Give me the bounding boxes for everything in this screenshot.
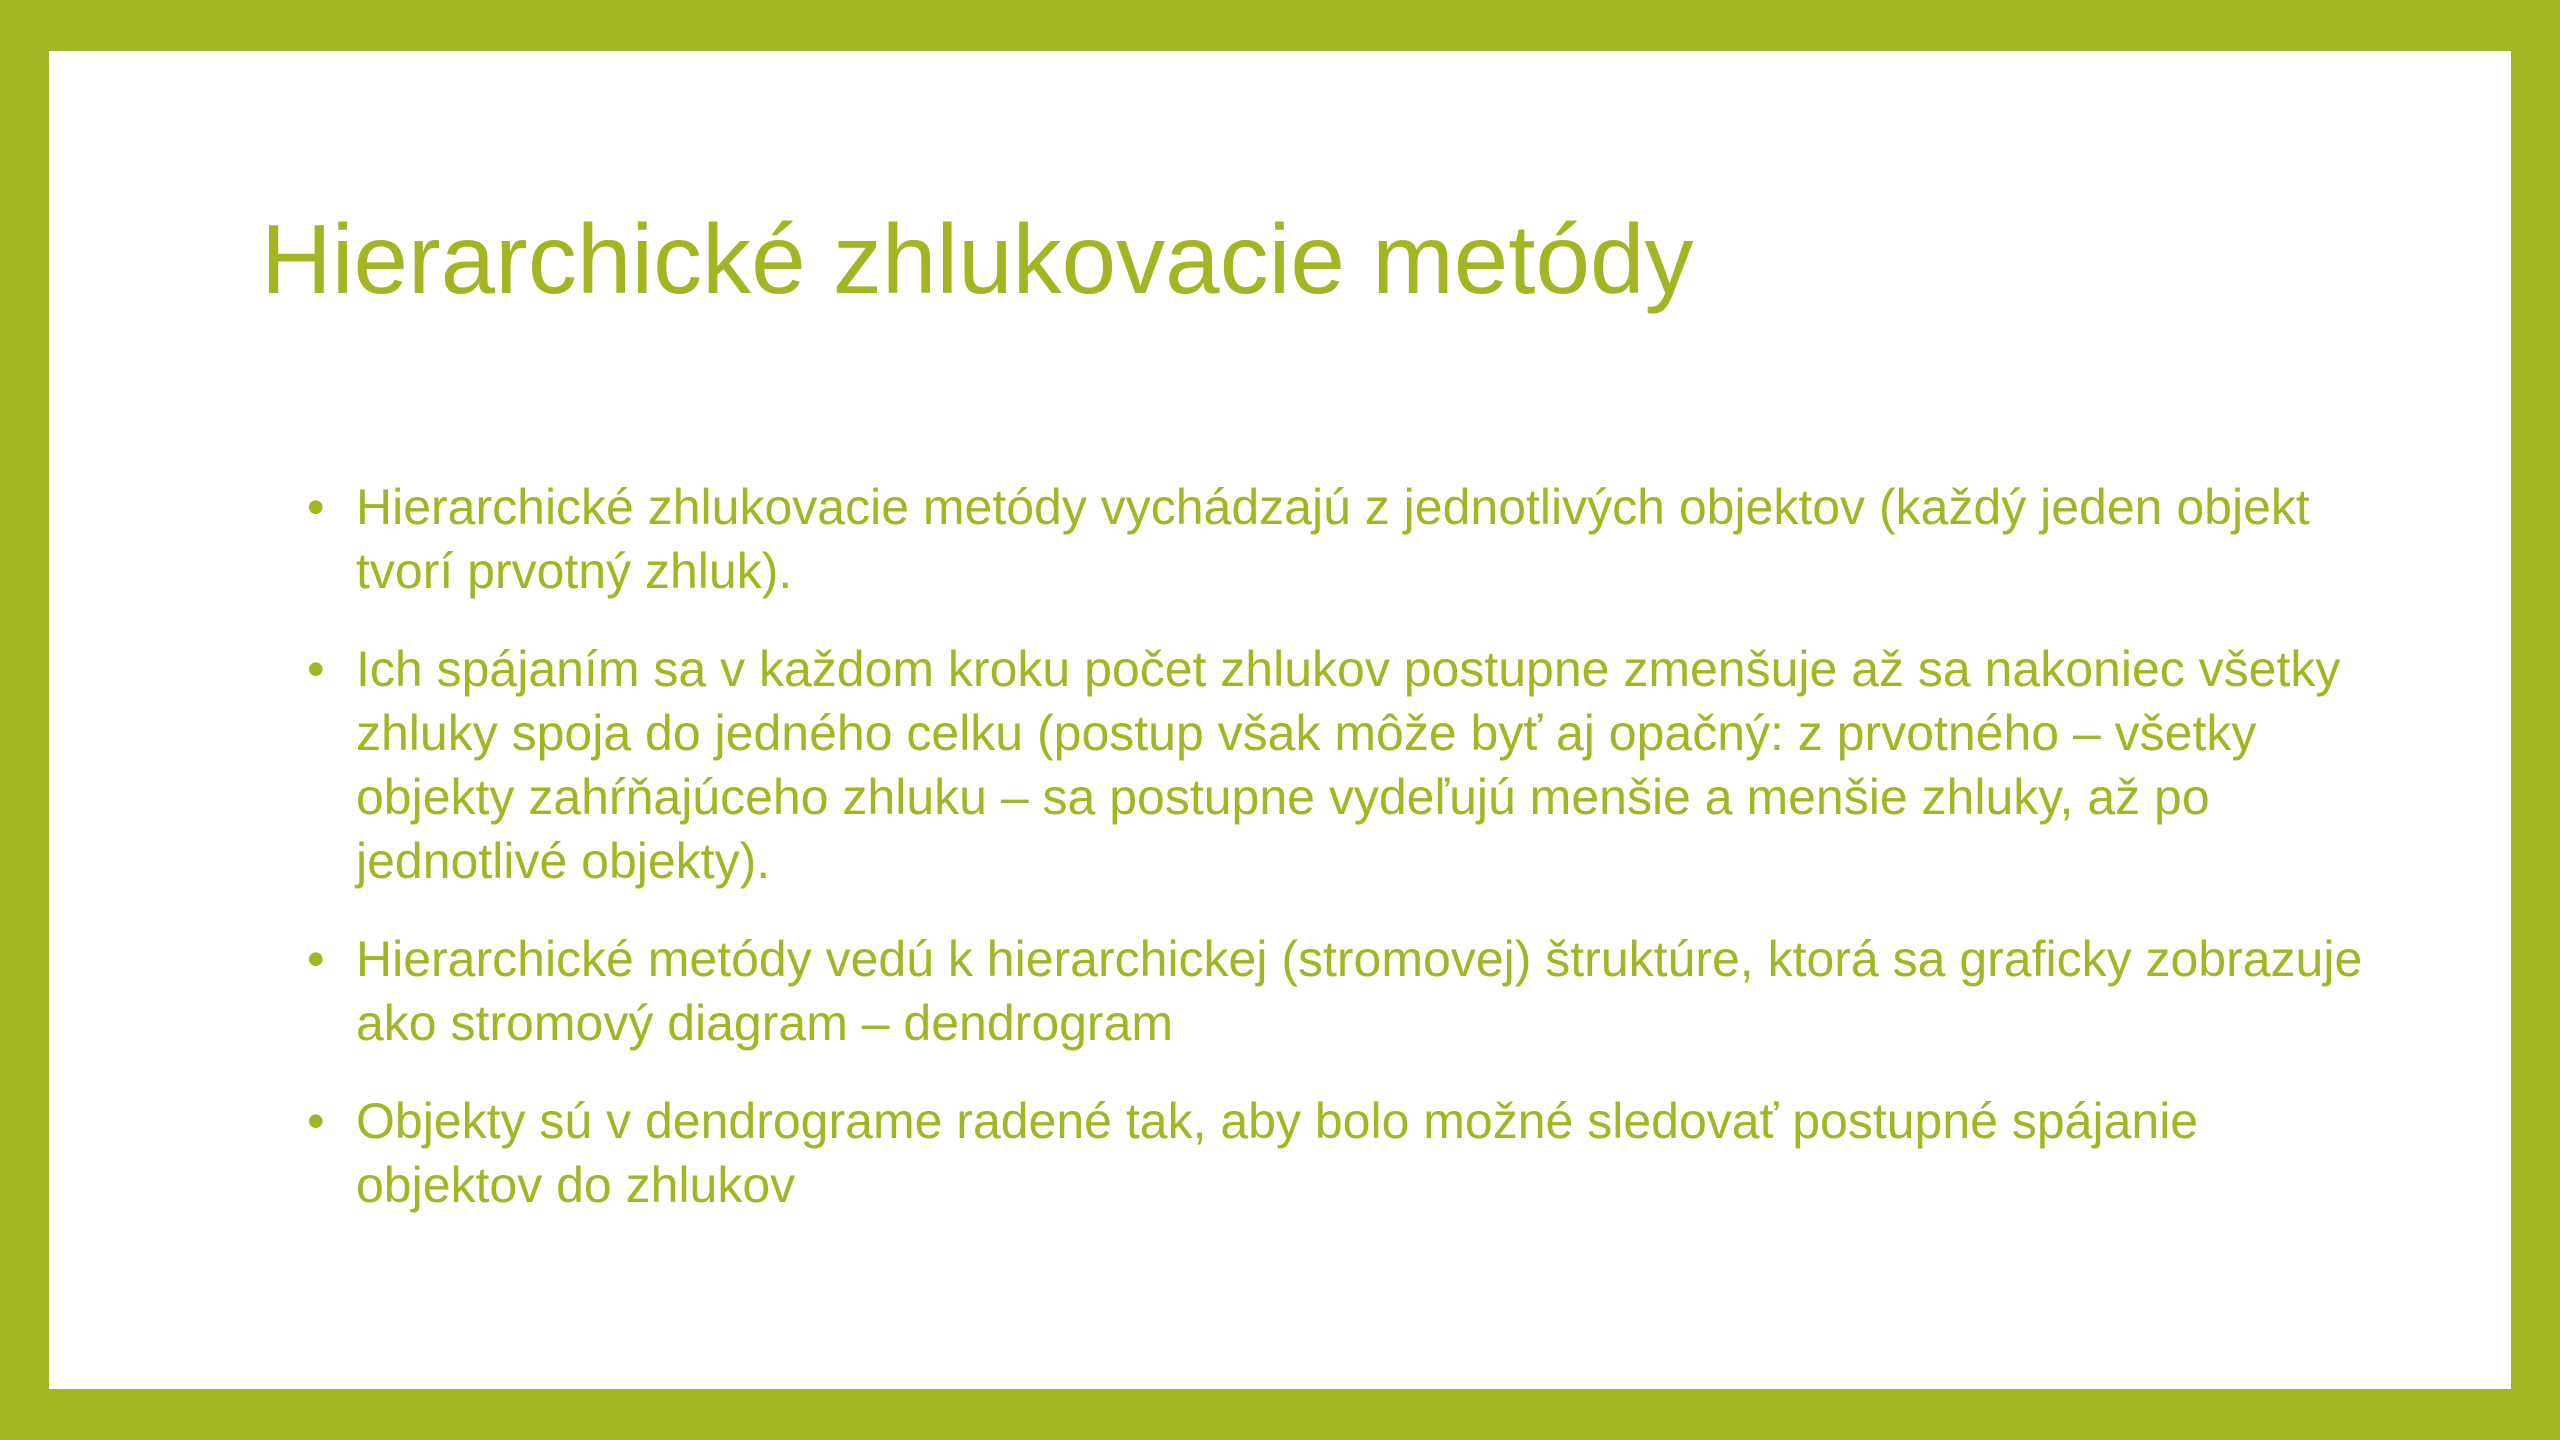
bullet-dot-icon: • [307, 641, 325, 697]
bullet-item [307, 1089, 2367, 1217]
bullet-text: Objekty sú v dendrograme radené tak, aby bolo možné sledovať postupné spájanie objektov do zhlukov [356, 1093, 2199, 1213]
slide-canvas [49, 51, 2511, 1389]
bullet-dot-icon: • [307, 931, 325, 987]
bullet-text: Hierarchické zhlukovacie metódy vychádzajú z jednotlivých objektov (každý jeden objekt tvorí prvotný zhluk). [356, 479, 2310, 599]
bullet-item [307, 927, 2367, 1055]
bullet-text: Ich spájaním sa v každom kroku počet zhlukov postupne zmenšuje až sa nakoniec všetky zhluky spoja do jedného celku (postup však môže byť aj opačný: z prvotného – všetky objekty zahŕňajúceho zhluku – sa postupne vydeľujú menšie a menšie zhluky, až po jednotlivé objekty). [356, 641, 2341, 889]
bullet-dot-icon: • [307, 479, 325, 535]
bullet-item [307, 475, 2367, 603]
slide-title: Hierarchické zhlukovacie metódy [261, 204, 1694, 314]
bullet-list [307, 475, 2367, 1251]
bullet-text: Hierarchické metódy vedú k hierarchickej (stromovej) štruktúre, ktorá sa graficky zobrazuje ako stromový diagram – dendrogram [356, 931, 2363, 1051]
bullet-item [307, 637, 2367, 893]
bullet-dot-icon: • [307, 1093, 325, 1149]
